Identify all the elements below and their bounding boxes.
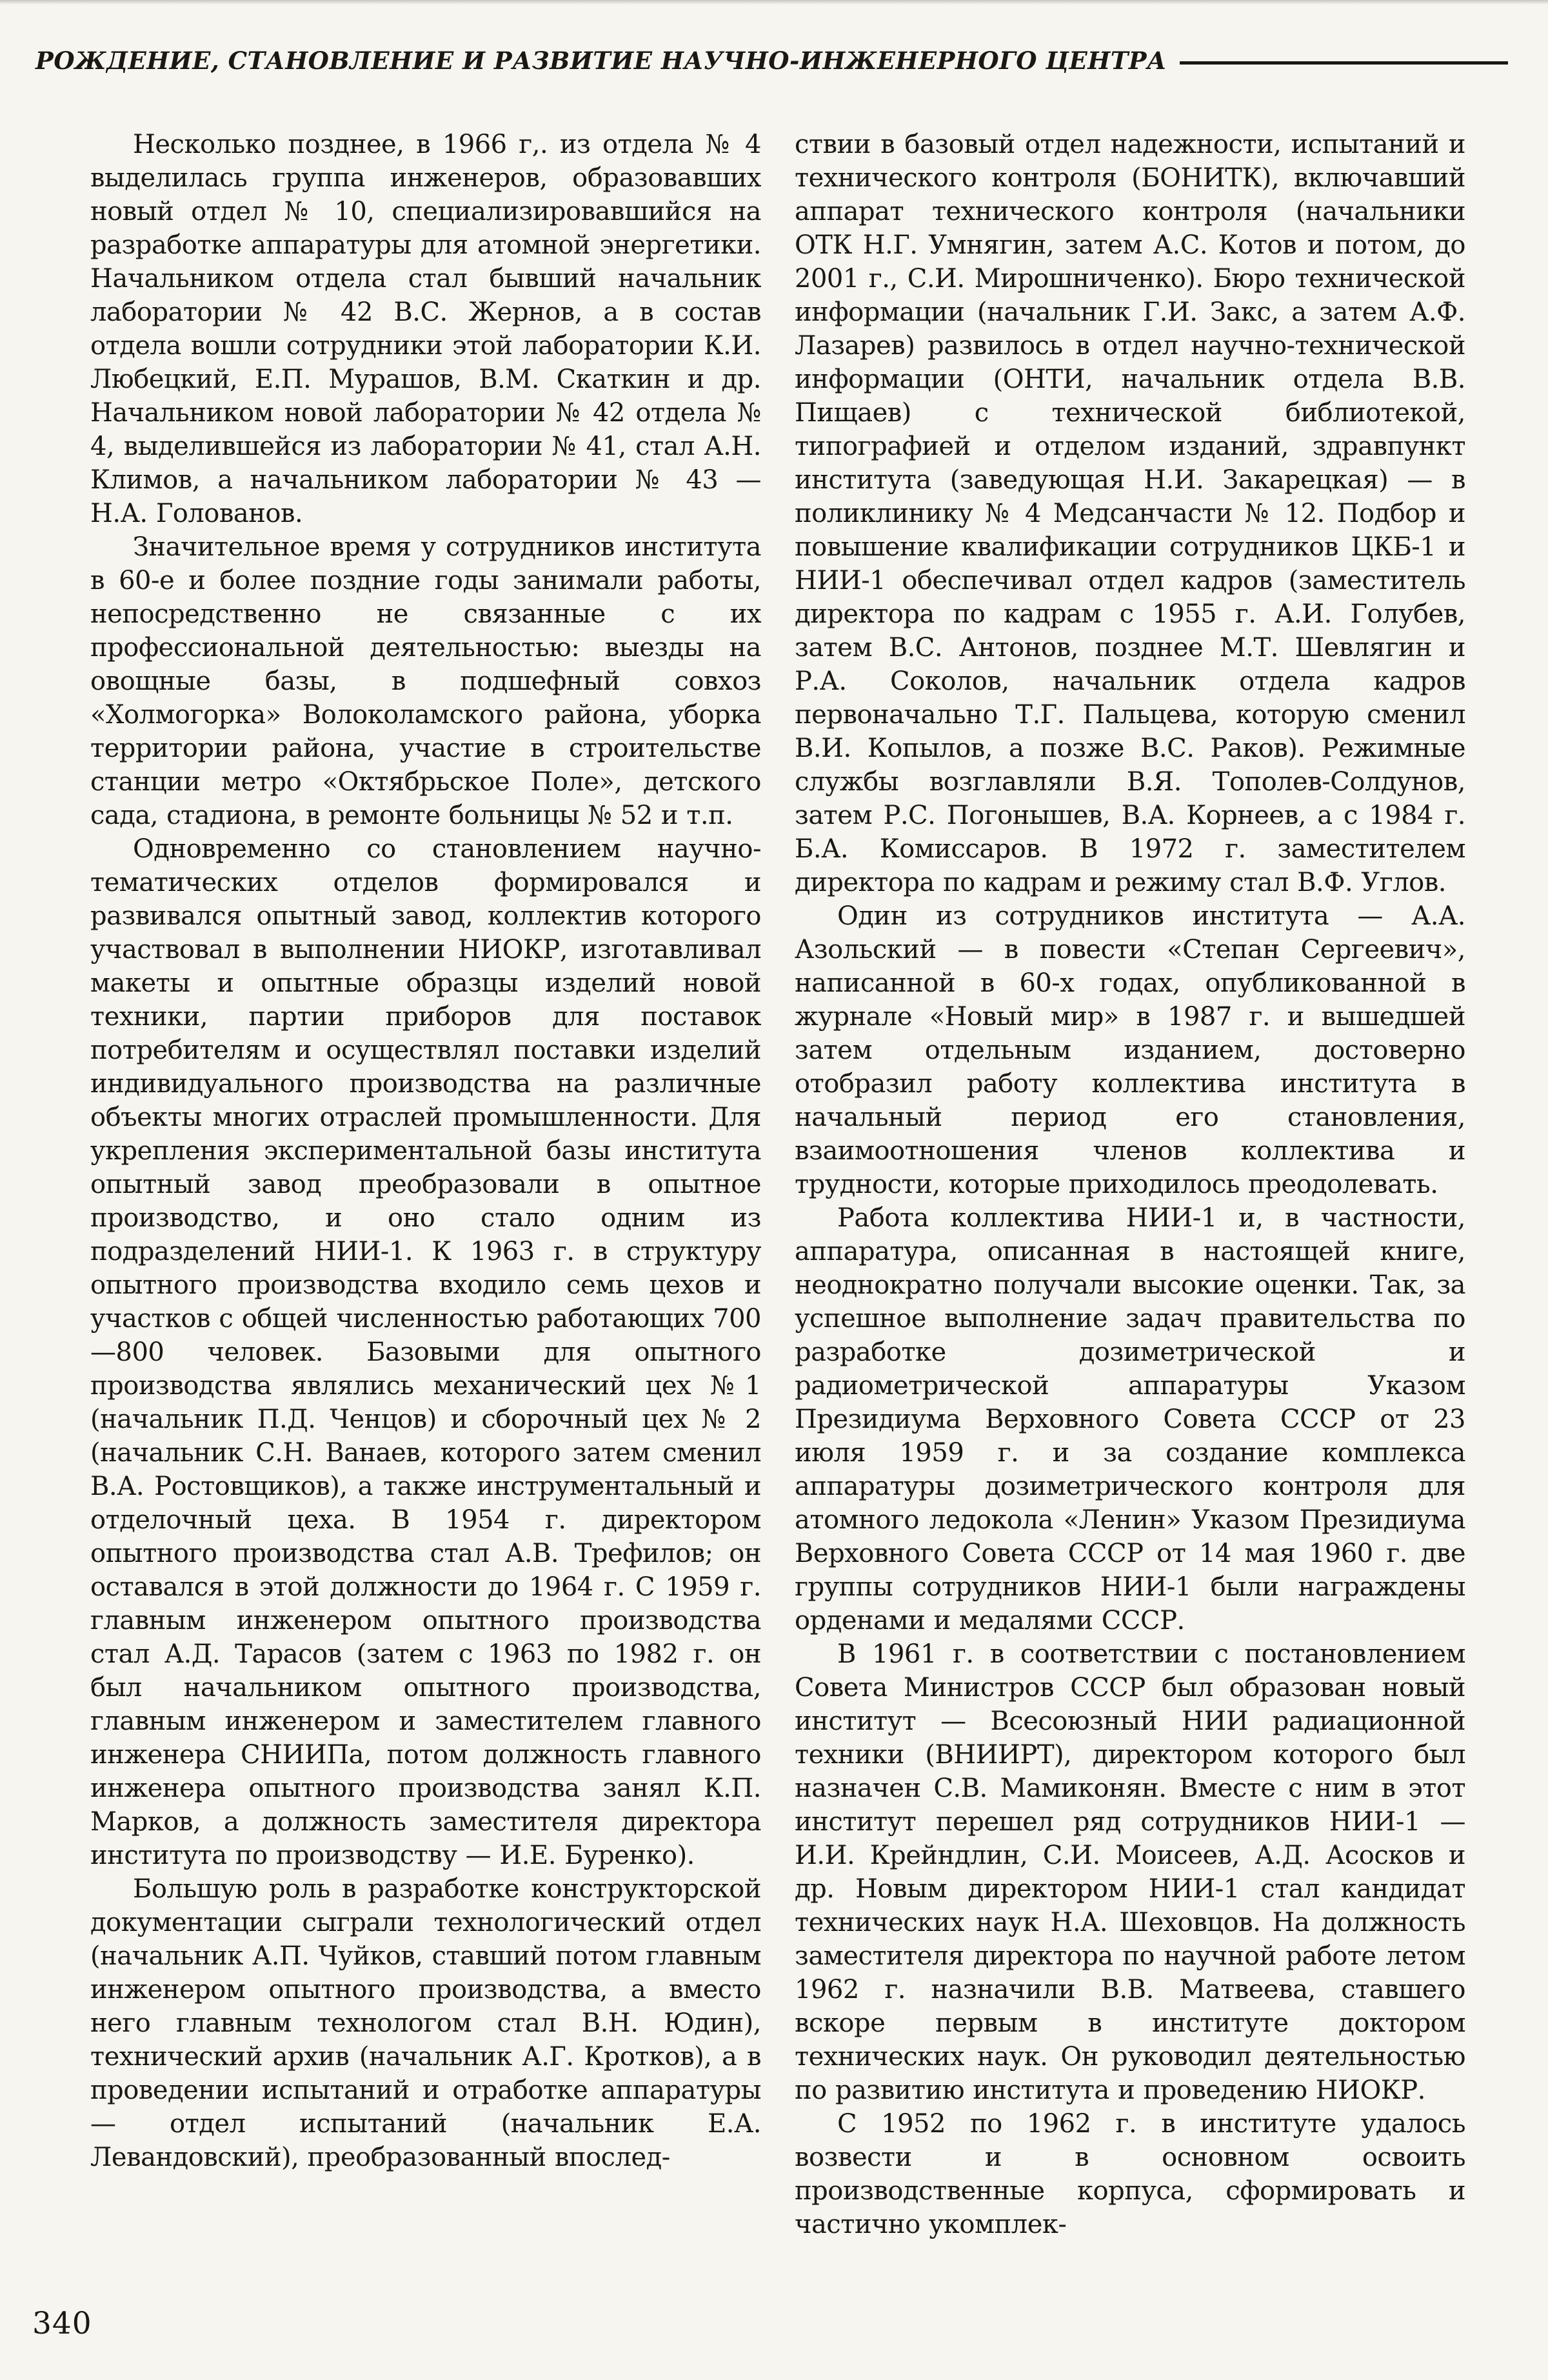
running-header	[35, 46, 1508, 75]
paragraph: Значительное время у сотрудников института в 60-е и более поздние годы занимали работы, непосредственно не связанные с их профессиональной деятельностью: выезды на овощные базы, в подшефный совхоз «Холмогорка» Волоколамского района, уборка территории района, участие в строительстве станции метро «Октябрьское Поле», детского сада, стадиона, в ремонте больницы № 52 и т.п.	[90, 532, 761, 830]
left-column	[90, 128, 761, 2286]
paragraph: Несколько позднее, в 1966 г,. из отдела № 4 выделилась группа инженеров, образовавших новый отдел № 10, специализировавшийся на разработке аппаратуры для атомной энергетики. Начальником отдела стал бывший начальник лаборатории № 42 В.С. Жернов, а в состав отдела вошли сотрудники этой лаборатории К.И. Любецкий, Е.П. Мурашов, В.М. Скаткин и др. Начальником новой лаборатории № 42 отдела № 4, выделившейся из лаборатории № 41, стал А.Н. Климов, а начальником лаборатории № 43 — Н.А. Голованов.	[90, 130, 761, 528]
scan-edge	[0, 0, 1548, 5]
paragraph: Одновременно со становлением научно-тематических отделов формировался и развивался опытный завод, коллектив которого участвовал в выполнении НИОКР, изготавливал макеты и опытные образцы изделий новой техники, партии приборов для поставок потребителям и осуществлял поставки изделий индивидуального производства на различные объекты многих отраслей промышленности. Для укрепления экспериментальной базы института опытный завод преобразовали в опытное производство, и оно стало одним из подразделений НИИ-1. К 1963 г. в структуру опытного производства входило семь цехов и участков с общей численностью работающих 700—800 человек. Базовыми для опытного производства являлись механический цех №1 (начальник П.Д. Ченцов) и сборочный цех № 2 (начальник С.Н. Ванаев, которого затем сменил В.А. Ростовщиков), а также инструментальный и отделочный цеха. В 1954 г. директором опытного производства стал А.В. Трефилов; он оставался в этой должности до 1964 г. С 1959 г. главным инженером опытного производства стал А.Д. Тарасов (затем с 1963 по 1982 г. он был начальником опытного производства, главным инженером и заместителем главного инженера СНИИПа, потом должность главного инженера опытного производства занял К.П. Марков, а должность заместителя директора института по производству — И.Е. Буренко).	[90, 834, 761, 1870]
header-rule	[1180, 61, 1508, 65]
paragraph: ствии в базовый отдел надежности, испытаний и технического контроля (БОНИТК), включавший аппарат технического контроля (начальники ОТК Н.Г. Умнягин, затем А.С. Котов и потом, до 2001 г., С.И. Мирошниченко). Бюро технической информации (начальник Г.И. Закс, а затем А.Ф. Лазарев) развилось в отдел научно-технической информации (ОНТИ, начальник отдела В.В. Пищаев) с технической библиотекой, типографией и отделом изданий, здравпункт института (заведующая Н.И. Закарецкая) — в поликлинику № 4 Медсанчасти № 12. Подбор и повышение квалификации сотрудников ЦКБ-1 и НИИ-1 обеспечивал отдел кадров (заместитель директора по кадрам с 1955 г. А.И. Голубев, затем В.С. Антонов, позднее М.Т. Шевлягин и Р.А. Соколов, начальник отдела кадров первоначально Т.Г. Пальцева, которую сменил В.И. Копылов, а позже В.С. Раков). Режимные службы возглавляли В.Я. Тополев-Солдунов, затем Р.С. Погонышев, В.А. Корнеев, а с 1984 г. Б.А. Комиссаров. В 1972 г. заместителем директора по кадрам и режиму стал В.Ф. Углов.	[795, 130, 1465, 897]
paragraph: Один из сотрудников института — А.А. Азольский — в повести «Степан Сергеевич», написанной в 60-х годах, опубликованной в журнале «Новый мир» в 1987 г. и вышедшей затем отдельным изданием, достоверно отобразил работу коллектива института в начальный период его становления, взаимоотношения членов коллектива и трудности, которые приходилось преодолевать.	[795, 901, 1465, 1199]
paragraph: Большую роль в разработке конструкторской документации сыграли технологический отдел (начальник А.П. Чуйков, ставший потом главным инженером опытного производства, а вместо него главным технологом стал В.Н. Юдин), технический архив (начальник А.Г. Кротков), а в проведении испытаний и отработке аппаратуры — отдел испытаний (начальник Е.А. Левандовский), преобразованный впослед-	[90, 1874, 761, 2172]
chapter-title: РОЖДЕНИЕ, СТАНОВЛЕНИЕ И РАЗВИТИЕ НАУЧНО-ИНЖЕНЕРНОГО ЦЕНТРА	[35, 46, 1167, 75]
paragraph: С 1952 по 1962 г. в институте удалось возвести и в основном освоить производственные корпуса, сформировать и частично укомплек-	[795, 2109, 1465, 2239]
paragraph: Работа коллектива НИИ-1 и, в частности, аппаратура, описанная в настоящей книге, неоднократно получали высокие оценки. Так, за успешное выполнение задач правительства по разработке дозиметрической и радиометрической аппаратуры Указом Президиума Верховного Совета СССР от 23 июля 1959 г. и за создание комплекса аппаратуры дозиметрического контроля для атомного ледокола «Ленин» Указом Президиума Верховного Совета СССР от 14 мая 1960 г. две группы сотрудников НИИ-1 были награждены орденами и медалями СССР.	[795, 1203, 1465, 1635]
text-columns	[90, 128, 1465, 2286]
right-column	[795, 128, 1465, 2286]
paragraph: В 1961 г. в соответствии с постановлением Совета Министров СССР был образован новый институт — Всесоюзный НИИ радиационной техники (ВНИИРТ), директором которого был назначен С.В. Мамиконян. Вместе с ним в этот институт перешел ряд сотрудников НИИ-1 — И.И. Крейндлин, С.И. Моисеев, А.Д. Асосков и др. Новым директором НИИ-1 стал кандидат технических наук Н.А. Шеховцов. На должность заместителя директора по научной работе летом 1962 г. назначили В.В. Матвеева, ставшего вскоре первым в институте доктором технических наук. Он руководил деятельностью по развитию института и проведению НИОКР.	[795, 1639, 1465, 2105]
page-number: 340	[32, 2306, 92, 2341]
